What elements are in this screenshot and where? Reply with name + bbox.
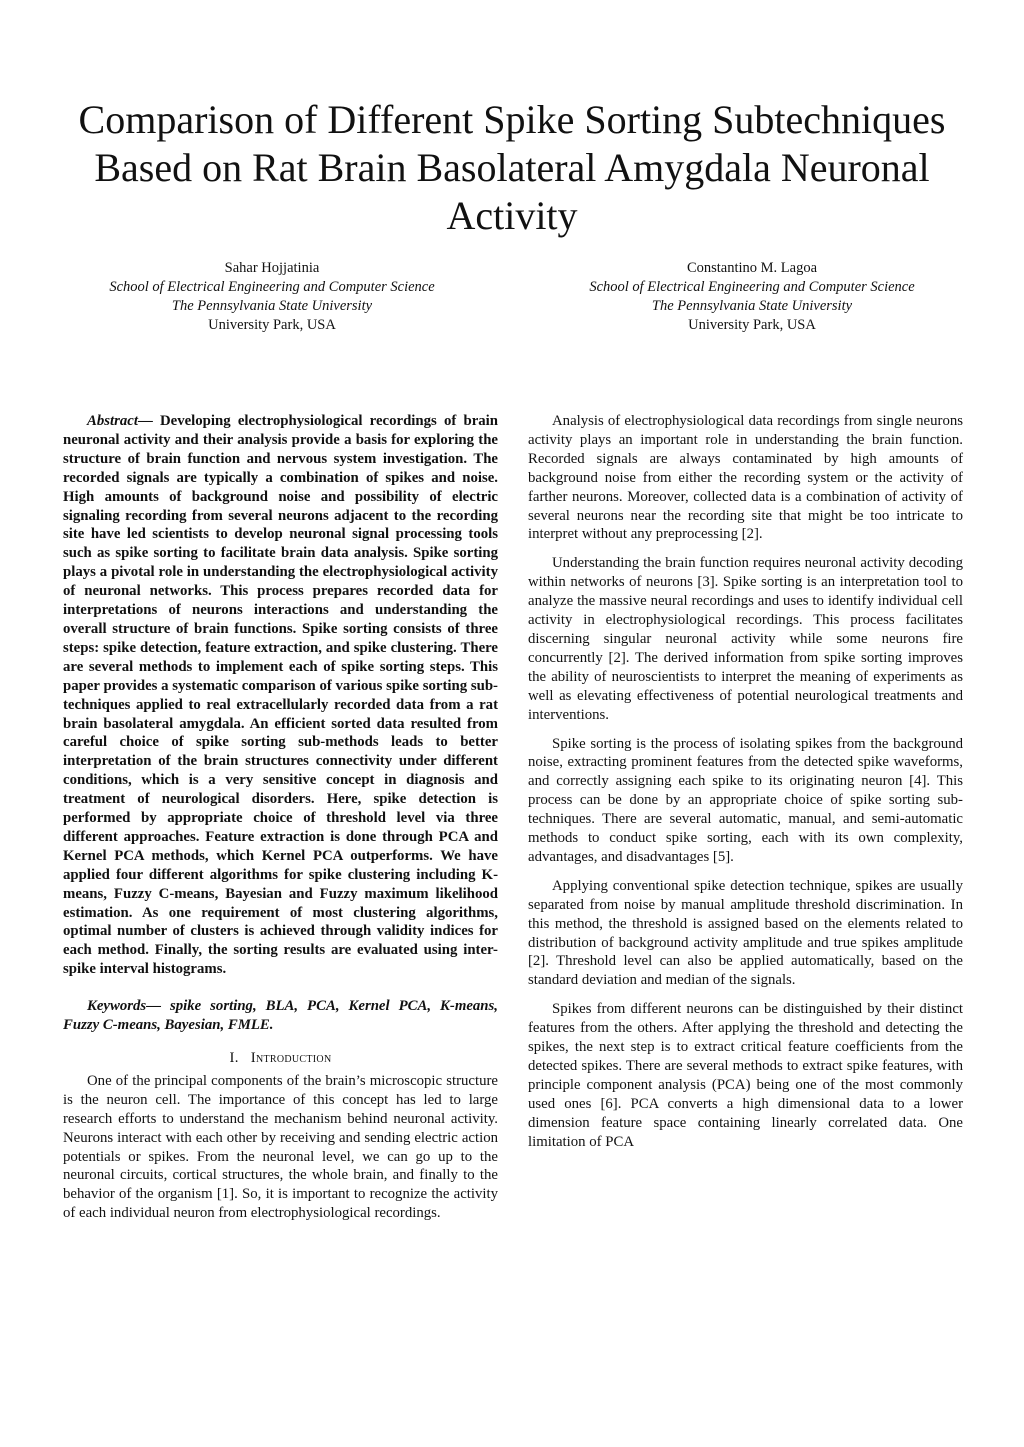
author-affiliation: School of Electrical Engineering and Computer Science (109, 279, 435, 295)
paper-title: Comparison of Different Spike Sorting Subtechniques Based on Rat Brain Basolateral Amygdala Neuronal Activity (78, 97, 946, 238)
author-location: University Park, USA (208, 317, 336, 333)
intro-paragraph-6: Spikes from different neurons can be distinguished by their distinct features from the others. After applying the threshold and detecting the spikes, the next step is to extract critical feature coefficients from the detected spikes. There are several methods to extract spike features, with principle component analysis (PCA) being one of the most commonly used ones [6]. PCA converts a high dimensional data to a lower dimension feature space containing linearly correlated data. One limitation of PCA (528, 1001, 963, 1150)
author-affiliation: School of Electrical Engineering and Computer Science (589, 279, 915, 295)
author-block-1 (62, 259, 482, 335)
intro-paragraph-1: One of the principal components of the brain’s microscopic structure is the neuron cell. The importance of this concept has led to large research efforts to understand the mechanism behind neuronal activity. Neurons interact with each other by receiving and sending electric action potentials or spikes. From the neuronal level, we can go up to the neuronal circuits, cortical structures, the whole brain, and finally to the behavior of the organism [1]. So, it is important to recognize the activity of each individual neuron from electrophysiological recordings. (63, 1072, 498, 1222)
keywords (63, 997, 498, 1035)
section-title: Introduction (250, 1050, 332, 1066)
section-heading-introduction (63, 1049, 498, 1068)
author-name: Constantino M. Lagoa (686, 260, 818, 276)
right-column (528, 412, 963, 1162)
abstract-dash: — (137, 413, 153, 429)
author-institution: The Pennsylvania State University (171, 298, 373, 314)
intro-paragraph-4: Spike sorting is the process of isolating spikes from the background noise, extracting prominent features from the detected spike waveforms, and correctly assigning each spike to its originating neuron [4]. This process can be done by an appropriate choice of spike sorting sub-techniques. There are several automatic, manual, and semi-automatic methods to conduct spike sorting, each with its own complexity, advantages, and disadvantages [5]. (528, 735, 963, 865)
abstract-text: Developing electrophysiological recordings of brain neuronal activity and their analysis provide a basis for exploring the structure of brain function and nervous system investigation. The recorded signals are typically a combination of spikes and noise. High amounts of background noise and possibility of electric signaling recording from several neurons adjacent to the recording site have led scientists to develop neuronal signal processing tools such as spike sorting to facilitate brain data analysis. Spike sorting plays a pivotal role in understanding the electrophysiological activity of neuronal networks. This process prepares recorded data for interpretations of neurons interactions and understanding the overall structure of brain functions. Spike sorting consists of three steps: spike detection, feature extraction, and spike clustering. There are several methods to implement each of spike sorting steps. This paper provides a systematic comparison of various spike sorting sub-techniques applied to real extracellularly recorded data from a rat brain basolateral amygdala. An efficient sorted data resulted from careful choice of spike sorting sub-methods leads to better interpretation of the brain structures connectivity under different conditions, which is a very sensitive concept in diagnosis and treatment of neurological disorders. Here, spike detection is performed by appropriate choice of threshold level via three different approaches. Feature extraction is done through PCA and Kernel PCA methods, which Kernel PCA outperforms. We have applied four different algorithms for spike clustering including K-means, Fuzzy C-means, Bayesian and Fuzzy maximum likelihood estimation. As one requirement of most clustering algorithms, optimal number of clusters is achieved through validity indices for each method. Finally, the sorting results are evaluated using inter-spike interval histograms. (63, 413, 498, 978)
section-number: I. (229, 1050, 239, 1066)
intro-paragraph-5: Applying conventional spike detection technique, spikes are usually separated from noise by manual amplitude threshold discrimination. In this method, the threshold is assigned based on the elements related to distribution of background activity amplitude and true spikes amplitude [2]. Threshold level can also be applied automatically, based on the standard deviation and median of the signals. (528, 877, 963, 989)
intro-paragraph-3: Understanding the brain function requires neuronal activity decoding within networks of neurons [3]. Spike sorting is an interpretation tool to analyze the massive neural recordings and uses to identify individual cell activity in electrophysiological recordings. This process facilitates discerning singular neuronal activity while some neurons fire concurrently [2]. The derived information from spike sorting improves the ability of neuroscientists to interpret the meaning of experiments as well as elevating effectiveness of potential neurological treatments and interventions. (528, 555, 963, 723)
abstract-label: Abstract (87, 413, 138, 429)
left-column (63, 412, 498, 1233)
keywords-text: spike sorting, BLA, PCA, Kernel PCA, K-means, Fuzzy C-means, Bayesian, FMLE. (63, 998, 498, 1034)
author-block-2 (542, 259, 962, 335)
keywords-label: Keywords— (87, 998, 161, 1015)
author-name: Sahar Hojjatinia (224, 260, 320, 276)
author-location: University Park, USA (688, 317, 816, 333)
intro-paragraph-2: Analysis of electrophysiological data recordings from single neurons activity plays an important role in understanding the brain function. Recorded signals are always contaminated by high amounts of background noise from either the recording system or the activity of farther neurons. Moreover, collected data is a combination of activity of several neurons near the recording site that might be too intricate to interpret without any preprocessing [2]. (528, 413, 963, 543)
abstract (63, 412, 498, 979)
author-institution: The Pennsylvania State University (651, 298, 853, 314)
